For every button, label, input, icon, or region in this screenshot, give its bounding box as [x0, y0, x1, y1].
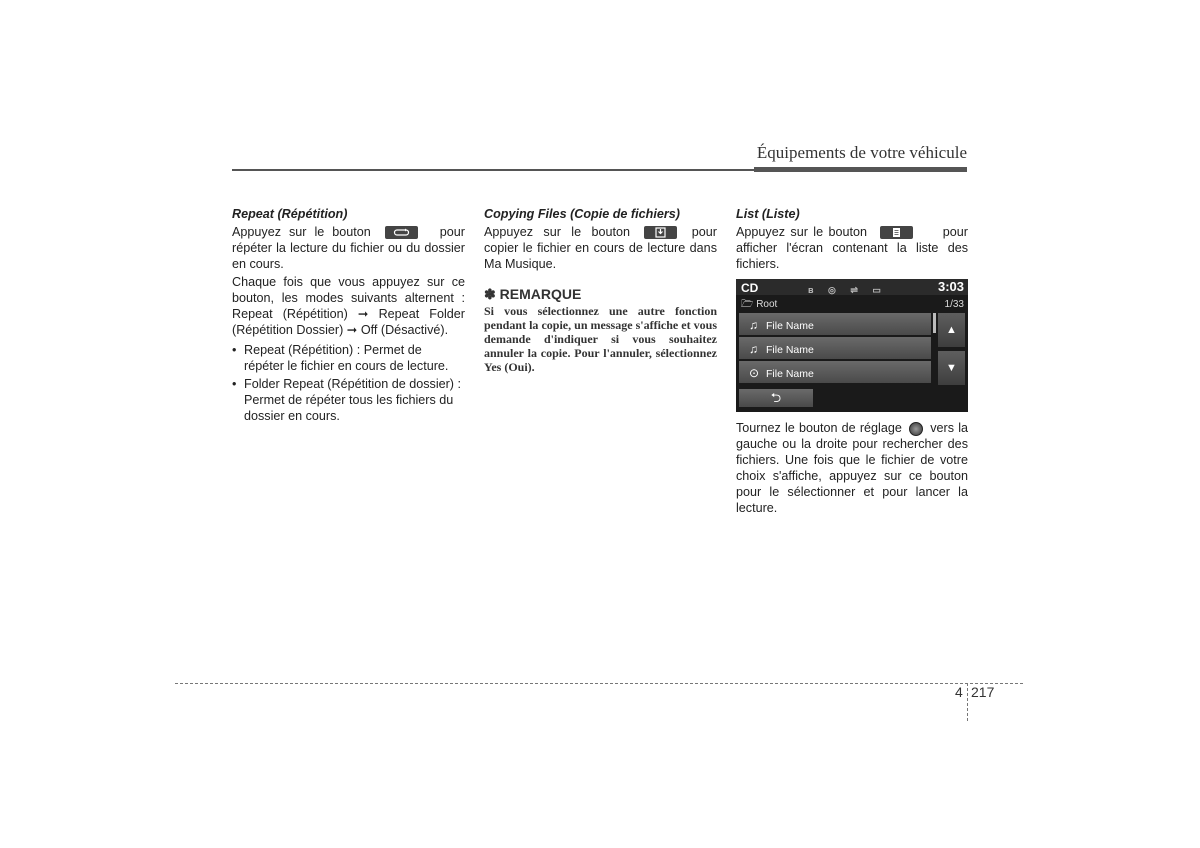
- tune-knob-icon: [909, 422, 923, 436]
- column-list: [736, 206, 968, 518]
- list-p1-before: Appuyez sur le bouton: [736, 225, 867, 239]
- repeat-paragraph-1: [232, 224, 465, 272]
- column-repeat: [232, 206, 465, 426]
- screen-path-bar: [736, 296, 968, 311]
- repeat-p1-before: Appuyez sur le bouton: [232, 225, 371, 239]
- scroll-up-button[interactable]: [938, 313, 965, 347]
- chapter-number: 4: [955, 684, 963, 700]
- back-arrow-icon: ⮌: [770, 390, 782, 405]
- section-title-copying: Copying Files (Copie de fichiers): [484, 207, 680, 221]
- media-list-screen: [736, 279, 968, 412]
- folder-icon: 🗁: [741, 299, 754, 310]
- file-row[interactable]: [739, 313, 931, 335]
- music-note-icon: ♫: [749, 342, 758, 356]
- section-title-repeat: Repeat (Répétition): [232, 207, 348, 221]
- repeat-bullet-list: [232, 342, 465, 424]
- status-indicator-icons: ʙ ◎ ⇌ ▭: [808, 285, 887, 295]
- screen-source: CD: [741, 281, 759, 295]
- list-paragraph-2: [736, 420, 968, 516]
- list-item: • Folder Repeat (Répétition de dossier) : Permet de répéter tous les fichiers du dossier en cours.: [232, 376, 465, 424]
- list-p2-after: vers la gauche ou la droite pour rechercher des fichiers. Une fois que le fichier de votre choix s'affiche, appuyez sur ce bouton pour le sélectionner et pour lancer la lecture.: [736, 421, 969, 515]
- copying-p1-after: pour copier le fichier en cours de lecture dans Ma Musique.: [484, 225, 717, 271]
- column-copying: [484, 206, 717, 374]
- screen-status-bar: [736, 279, 968, 295]
- repeat-paragraph-2: Chaque fois que vous appuyez sur ce bouton, les modes suivants alternent : Repeat (Répétition) ➞ Repeat Folder (Répétition Dossier) ➞ Off (Désactivé).: [232, 275, 465, 337]
- file-name: File Name: [766, 368, 814, 380]
- file-row[interactable]: [739, 337, 931, 359]
- folder-name: Root: [756, 299, 778, 310]
- list-button-icon: [880, 226, 913, 239]
- footer-divider: [967, 683, 968, 721]
- copy-button-icon: [644, 226, 677, 239]
- repeat-button-icon: [385, 226, 418, 239]
- list-paragraph-1: [736, 224, 968, 272]
- repeat-p1-after: pour répéter la lecture du fichier ou du dossier en cours.: [232, 225, 466, 271]
- header-bar: [754, 167, 967, 172]
- copying-p1-before: Appuyez sur le bouton: [484, 225, 630, 239]
- scroll-down-button[interactable]: [938, 351, 965, 385]
- file-name: File Name: [766, 344, 814, 356]
- page-header-title: Équipements de votre véhicule: [756, 143, 967, 162]
- footer-rule: [175, 683, 1023, 684]
- triangle-up-icon: ▲: [946, 324, 957, 336]
- list-p1-after: pour afficher l'écran contenant la liste des fichiers.: [736, 225, 968, 271]
- file-row[interactable]: [739, 361, 931, 383]
- section-title-list: List (Liste): [736, 207, 800, 221]
- scrollbar[interactable]: [933, 313, 936, 333]
- note-title: ✽ REMARQUE: [484, 286, 582, 302]
- music-note-icon: ♫: [749, 318, 758, 332]
- play-circle-icon: ⊙: [749, 366, 760, 380]
- file-name: File Name: [766, 320, 814, 332]
- list-p2-before: Tournez le bouton de réglage: [736, 421, 902, 435]
- triangle-down-icon: ▼: [946, 362, 957, 374]
- page-number: 217: [971, 684, 995, 700]
- back-button[interactable]: [739, 389, 813, 407]
- screen-clock: 3:03: [937, 279, 964, 294]
- folder-path: [741, 297, 777, 313]
- list-item: • Repeat (Répétition) : Permet de répéter le fichier en cours de lecture.: [232, 342, 465, 374]
- file-count: 1/33: [944, 299, 964, 310]
- copying-paragraph-1: [484, 224, 717, 272]
- note-body: Si vous sélectionnez une autre fonction pendant la copie, un message s'affiche et vous demande d'indiquer si vous souhaitez annuler la copie. Pour l'annuler, sélectionnez Yes (Oui).: [484, 304, 717, 374]
